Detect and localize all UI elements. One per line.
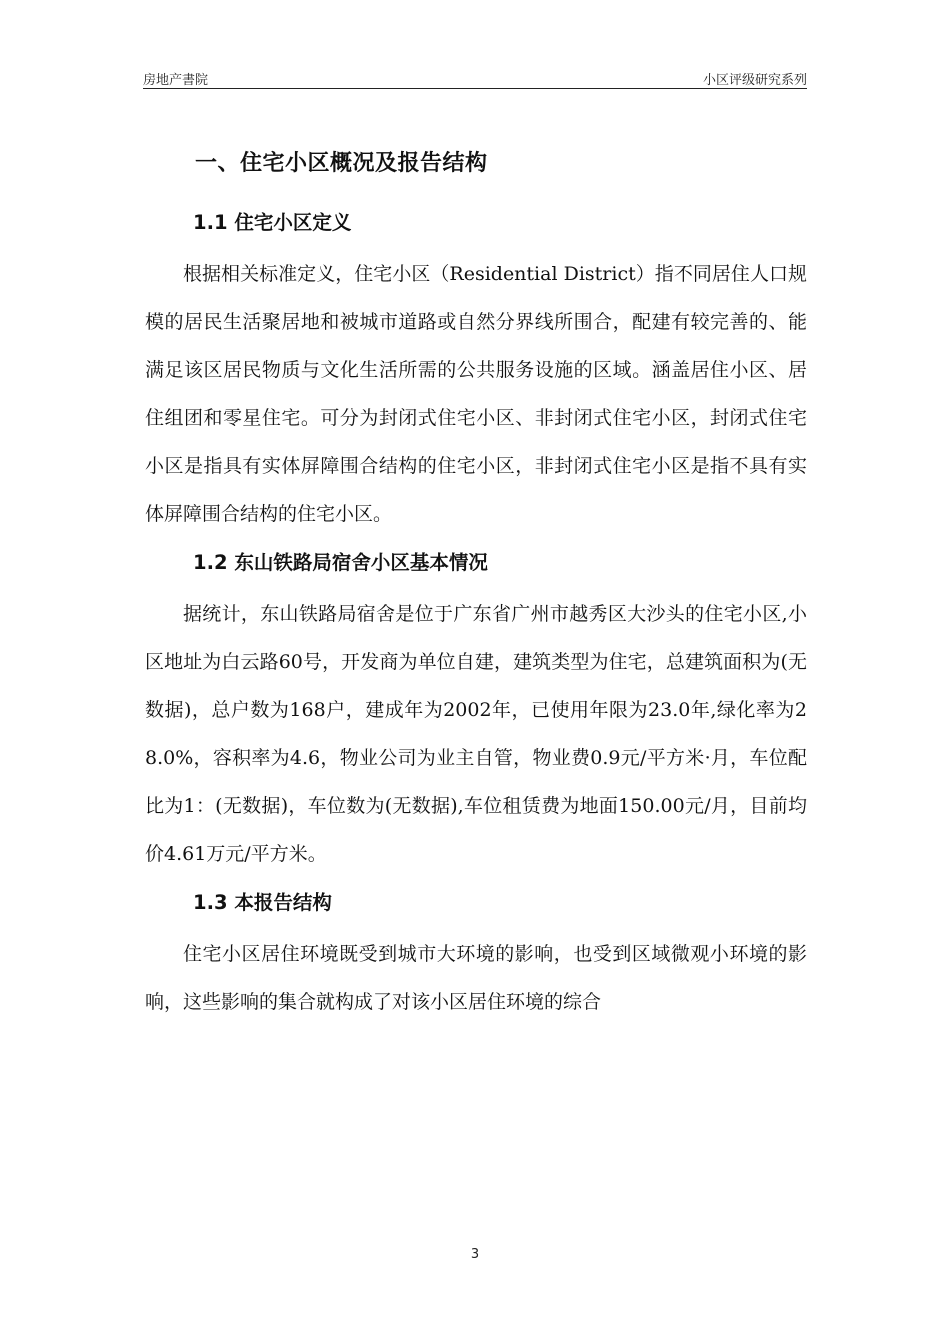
header-series-title: 小区评级研究系列 bbox=[702, 73, 807, 88]
section-heading: 1.2 东山铁路局宿舍小区基本情况 bbox=[193, 551, 488, 574]
page-header bbox=[143, 66, 807, 89]
page-body bbox=[145, 140, 807, 1026]
section-1-1 bbox=[145, 198, 807, 538]
section-paragraph: 住宅小区居住环境既受到城市大环境的影响，也受到区域微观小环境的影响，这些影响的集合就构成了对该小区居住环境的综合 bbox=[145, 943, 807, 1013]
section-heading: 1.3 本报告结构 bbox=[193, 891, 332, 914]
page-number: 3 bbox=[470, 1247, 480, 1262]
section-paragraph: 根据相关标准定义，住宅小区（Residential District）指不同居住人口规模的居民生活聚居地和被城市道路或自然分界线所围合，配建有较完善的、能满足该区居民物质与文化生活所需的公共服务设施的区域。涵盖居住小区、居住组团和零星住宅。可分为封闭式住宅小区、非封闭式住宅小区，封闭式住宅小区是指具有实体屏障围合结构的住宅小区，非封闭式住宅小区是指不具有实体屏障围合结构的住宅小区。 bbox=[145, 263, 807, 525]
section-heading: 1.1 住宅小区定义 bbox=[193, 211, 352, 234]
header-publisher: 房地产書院 bbox=[143, 73, 209, 88]
section-paragraph: 据统计，东山铁路局宿舍是位于广东省广州市越秀区大沙头的住宅小区,小区地址为白云路60号，开发商为单位自建，建筑类型为住宅，总建筑面积为(无数据)，总户数为168户，建成年为2002年，已使用年限为23.0年,绿化率为28.0%，容积率为4.6，物业公司为业主自管，物业费0.9元/平方米·月，车位配比为1：(无数据)，车位数为(无数据),车位租赁费为地面150.00元/月，目前均价4.61万元/平方米。 bbox=[145, 603, 807, 865]
chapter-title: 一、住宅小区概况及报告结构 bbox=[195, 151, 488, 176]
section-1-2 bbox=[145, 538, 807, 878]
section-1-3 bbox=[145, 878, 807, 1026]
